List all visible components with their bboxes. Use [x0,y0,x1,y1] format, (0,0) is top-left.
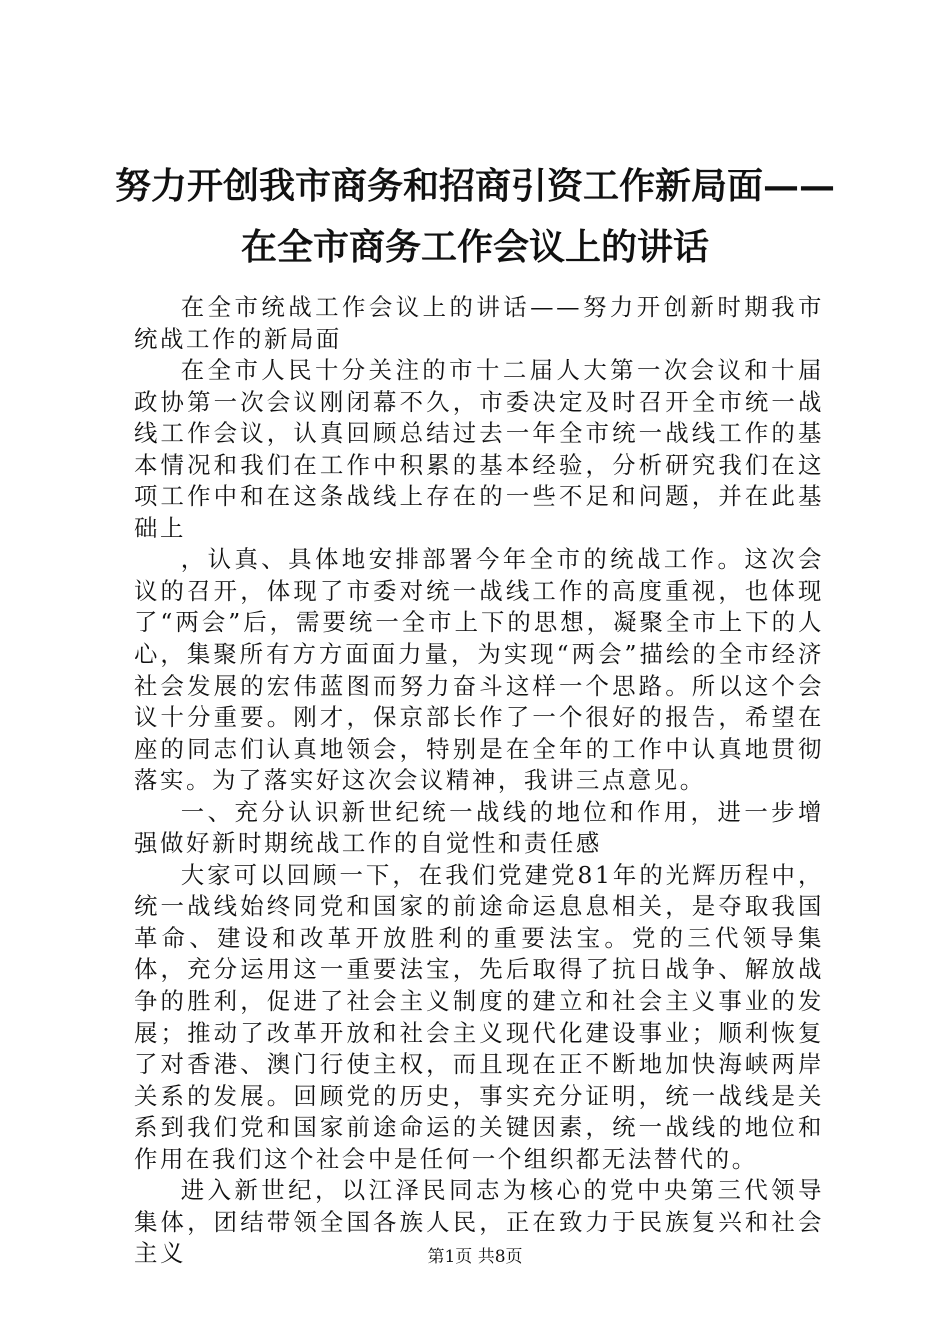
section-heading: 一、充分认识新世纪统一战线的地位和作用，进一步增强做好新时期统战工作的自觉性和责任感 [134,797,824,858]
document-title-line-2: 在全市商务工作会议上的讲话 [240,226,709,268]
paragraph-subtitle: 在全市统战工作会议上的讲话——努力开创新时期我市统战工作的新局面 [134,293,824,353]
paragraph: ，认真、具体地安排部署今年全市的统战工作。这次会议的召开，体现了市委对统一战线工作的高度重视，也体现了“两会”后，需要统一全市上下的思想，凝聚全市上下的人心，集聚所有方方面面力量，为实现“两会”描绘的全市经济社会发展的宏伟蓝图而努力奋斗这样一个思路。所以这个会议十分重要。刚才，保京部长作了一个很好的报告，希望在座的同志们认真地领会，特别是在全年的工作中认真地贯彻落实。为了落实好这次会议精神，我讲三点意见。 [134,545,824,795]
paragraph: 在全市人民十分关注的市十二届人大第一次会议和十届政协第一次会议刚闭幕不久，市委决定及时召开全市统一战线工作会议，认真回顾总结过去一年全市统一战线工作的基本情况和我们在工作中积累的基本经验，分析研究我们在这项工作中和在这条战线上存在的一些不足和问题，并在此基础上 [134,356,824,542]
page-footer: 第1页 共8页 [427,1247,523,1267]
paragraph: 大家可以回顾一下，在我们党建党81年的光辉历程中，统一战线始终同党和国家的前途命运息息相关，是夺取我国革命、建设和改革开放胜利的重要法宝。党的三代领导集体，充分运用这一重要法宝，先后取得了抗日战争、解放战争的胜利，促进了社会主义制度的建立和社会主义事业的发展；推动了改革开放和社会主义现代化建设事业；顺利恢复了对香港、澳门行使主权，而且现在正不断地加快海峡两岸关系的发展。回顾党的历史，事实充分证明，统一战线是关系到我们党和国家前途命运的关键因素，统一战线的地位和作用在我们这个社会中是任何一个组织都无法替代的。 [134,860,824,1173]
document-body [134,292,824,1270]
document-title-line-1: 努力开创我市商务和招商引资工作新局面—— [114,165,835,207]
paragraph: 进入新世纪，以江泽民同志为核心的党中央第三代领导集体，团结带领全国各族人民，正在致力于民族复兴和社会主义 [134,1176,824,1268]
